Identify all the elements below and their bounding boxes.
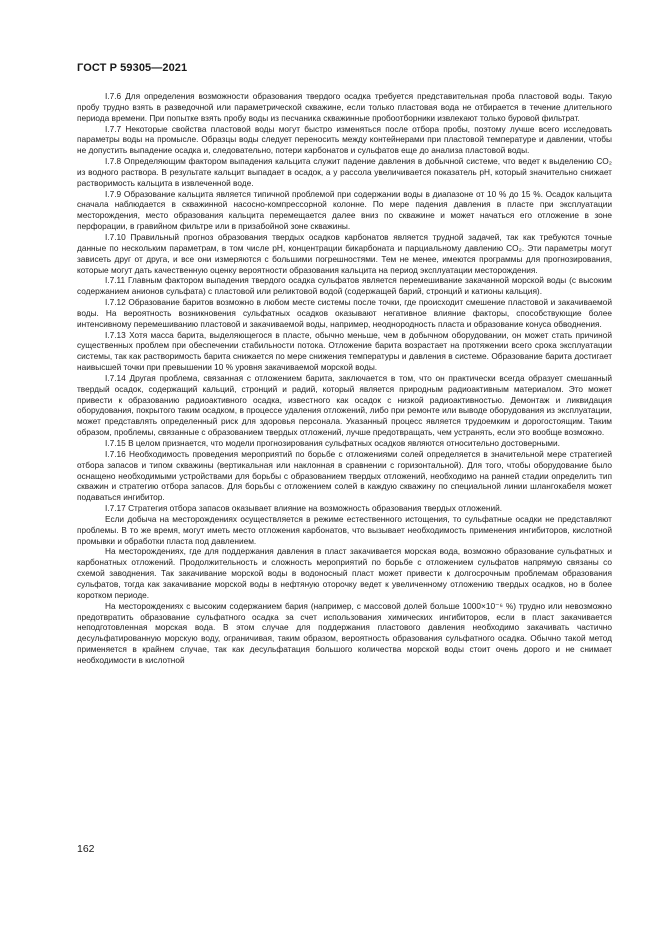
paragraph-i-7-7: I.7.7 Некоторые свойства пластовой воды могут быстро изменяться после отбора пробы, поэтому лучше всего исследовать параметры воды на промысле. Образцы воды следует переносить между контейнерами при пластовой температуре и давлении, чтобы не допустить выпадение осадка и, следовательно, потери карбонатов и сульфатов еще до анализа пластовой воды. — [77, 123, 612, 156]
page-number: 162 — [77, 843, 95, 855]
paragraph-i-7-6: I.7.6 Для определения возможности образования твердого осадка требуется представительная проба пластовой воды. Такую пробу трудно взять в разведочной или параметрической скважине, если только пластовая вода не отбирается в течение длительного периода времени. При попытке взять пробу воды из песчаника скважинные пробоотборники извлекают только буровой фильтрат. — [77, 91, 612, 123]
paragraph-i-7-13: I.7.13 Хотя масса барита, выделяющегося в пласте, обычно меньше, чем в добычном оборудовании, он может стать причиной существенных проблем при обеспечении стабильности потока. Отложение барита возрастает на протяжении всего срока эксплуатации системы, так как растворимость барита снижается по мере снижения температуры и давления в системе. Образование барита достигает наивысшей точки при превышении 10 % уровня закачиваемой морской воды. — [77, 329, 612, 373]
paragraph-natural-depletion: Если добыча на месторождениях осуществляется в режиме естественного истощения, то сульфатные осадки не представляют проблемы. В то же время, могут иметь место отложения карбонатов, что вызывает необходимость применения ингибиторов, кислотной промывки и обработки пласта под давлением. — [77, 513, 612, 546]
paragraph-i-7-11: I.7.11 Главным фактором выпадения твердого осадка сульфатов является перемешивание закачанной морской воды (с высоким содержанием анионов сульфата) с пластовой или реликтовой водой (содержащей барий, стронций и катионы кальция). — [77, 275, 612, 297]
paragraph-i-7-16: I.7.16 Необходимость проведения мероприятий по борьбе с отложениями солей определяется в значительной мере стратегией отбора запасов и типом скважины (вертикальная или наклонная в сравнении с горизонтальной). Для того, чтобы оборудование было оснащено необходимыми устройствами для борьбы с образованием твердых отложений, необходимо на ранней стадии определить тип скважин и стратегию отбора запасов. Для борьбы с отложением солей в каждую скважину по специальной линии шлангокабеля может подаваться ингибитор. — [77, 448, 612, 503]
document-body — [77, 91, 612, 666]
paragraph-i-7-10: I.7.10 Правильный прогноз образования твердых осадков карбонатов является трудной задачей, так как требуются точные данные по нескольким параметрам, в том числе pH, концентрации бикарбоната и парциальному давлению CO₂. Эти параметры могут зависеть друг от друга, и все они измеряются с большими погрешностями. Тем не менее, имеются программы для прогнозирования, которые могут дать качественную оценку вероятности образования кальцита на период эксплуатации месторождения. — [77, 231, 612, 275]
document-header: ГОСТ Р 59305—2021 — [77, 62, 188, 74]
paragraph-i-7-9: I.7.9 Образование кальцита является типичной проблемой при содержании воды в диапазоне от 10 % до 15 %. Осадок кальцита сначала наблюдается в скважинной насосно-компрессорной колонне. По мере падения давления в пласте при эксплуатации месторождения, место образования кальцита перемещается далее вниз по скважине и может начаться его отложение в зоне перфорации, в гравийном фильтре или в призабойной зоне скважины. — [77, 188, 612, 232]
paragraph-i-7-12: I.7.12 Образование баритов возможно в любом месте системы после точки, где происходит смешение пластовой и закачиваемой воды. На вероятность возникновения сульфатных осадков оказывают негативное влияние факторы, способствующие более интенсивному перемешиванию пластовой и закачиваемой воды, например, неоднородность пласта и образование конуса обводнения. — [77, 297, 612, 329]
paragraph-i-7-14: I.7.14 Другая проблема, связанная с отложением барита, заключается в том, что он практически всегда образует смешанный твердый осадок, содержащий кальций, стронций и радий, который является природным радиоактивным материалом. Это может привести к образованию радиоактивного осадка, известного как осадок с низкой радиоактивностью. Демонтаж и ликвидация оборудования, покрытого таким осадком, в процессе удаления отложений, либо при ремонте или выводе оборудования из эксплуатации, может представлять определенный риск для здоровья персонала. Указанный процесс является трудоемким и дорогостоящим. Таким образом, проблемы, связанные с образованием твердых отложений, лучше предотвращать, чем устранять, если это вообще возможно. — [77, 372, 612, 438]
paragraph-i-7-15: I.7.15 В целом признается, что модели прогнозирования сульфатных осадков являются относительно достоверными. — [105, 438, 560, 448]
paragraph-i-7-8: I.7.8 Определяющим фактором выпадения кальцита служит падение давления в добычной системе, что ведет к выделению CO₂ из водного раствора. В результате кальцит выпадает в осадок, а у рассола увеличивается показатель pH, который значительно снижает растворимость кальцита в извлеченной воде. — [77, 156, 612, 188]
paragraph-seawater-injection: На месторождениях, где для поддержания давления в пласт закачивается морская вода, возможно образование сульфатных и карбонатных отложений. Продолжительность и сложность мероприятий по борьбе с отложением сульфатов напрямую связаны со схемой заводнения. Так закачивание морской воды в водоносный пласт может привести к долгосрочным проблемам образования сульфатов, тогда как закачивание морской воды в нефтяную оторочку ведет к увеличенному отложению твердых осадков, но в более коротком периоде. — [77, 546, 612, 600]
paragraph-high-barium: На месторождениях с высоким содержанием бария (например, с массовой долей больше 1000×10⁻⁶ %) трудно или невозможно предотвратить образование сульфатного осадка за счет использования химических ингибиторов, если в пласт закачивается неподготовленная морская вода. В этом случае для поддержания пластового давления необходимо закачивать частично десульфатированную морскую воду, ограничивая, таким образом, вероятность образования сульфатного осадка. Обычно такой метод применяется в крайнем случае, так как десульфатация большого количества морской воды стоит очень дорого и не снимает необходимости в кислотной — [77, 600, 612, 665]
paragraph-i-7-17: I.7.17 Стратегия отбора запасов оказывает влияние на возможность образования твердых отложений. — [105, 503, 503, 514]
